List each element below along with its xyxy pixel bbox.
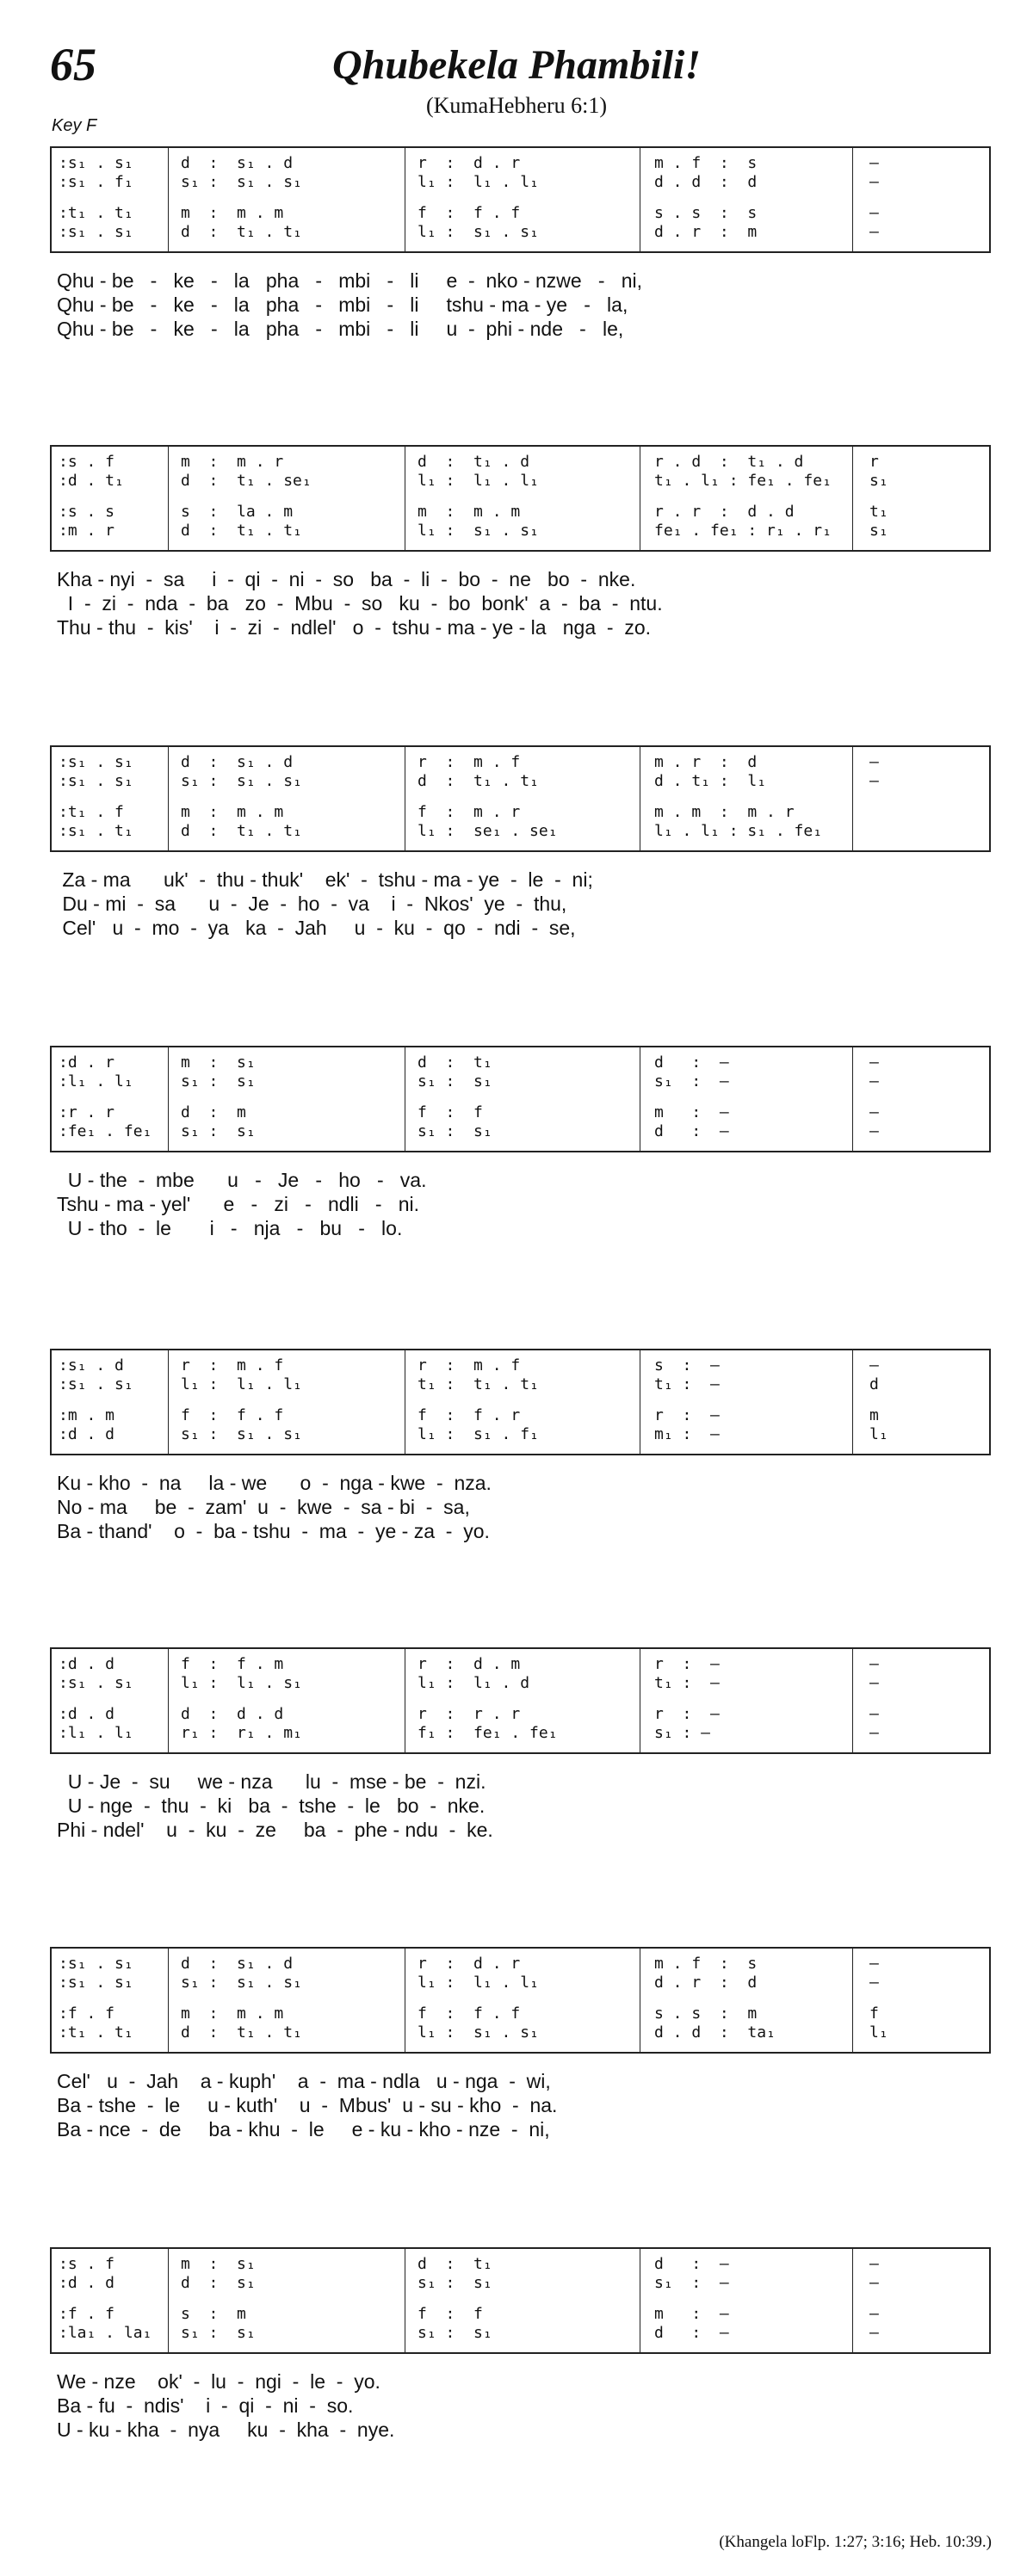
solfa-notes: d : t₁ . t₁: [181, 522, 302, 540]
solfa-notes: —: [869, 1053, 879, 1072]
lyric-verse-1: Cel' u - Jah a - kuph' a - ma - ndla u - nga - wi,: [57, 2070, 551, 2092]
solfa-notes: :fe₁ . fe₁: [59, 1122, 152, 1140]
solfa-notes: d . t₁ : l₁: [654, 772, 767, 790]
solfa-notes: d : s₁: [181, 2274, 256, 2292]
solfa-notes: d : —: [654, 1122, 729, 1140]
solfa-notes: r : m . f: [181, 1356, 284, 1374]
solfa-notes: :d . r: [59, 1053, 115, 1072]
solfa-notes: r : —: [654, 1705, 720, 1723]
bar-line: [852, 1649, 853, 1752]
lyric-verse-2: Du - mi - sa u - Je - ho - va i - Nkos' ye - thu,: [57, 893, 567, 915]
solfa-notes: :s₁ . s₁: [59, 753, 133, 771]
solfa-notes: d: [869, 1375, 879, 1393]
solfa-notes: m . f : s: [654, 154, 758, 172]
solfa-notes: r : —: [654, 1406, 720, 1424]
solfa-notes: m: [869, 1406, 879, 1424]
solfa-notes: l₁ : s₁ . s₁: [418, 2023, 539, 2042]
solfa-notes: :s . s: [59, 503, 115, 521]
solfa-notes: :m . r: [59, 522, 115, 540]
solfa-notes: d : s₁ . d: [181, 154, 294, 172]
solfa-notes: l₁ : s₁ . s₁: [418, 522, 539, 540]
solfa-notes: f : m . r: [418, 803, 521, 821]
bar-line: [852, 148, 853, 251]
solfa-notes: l₁ . l₁ : s₁ . fe₁: [654, 822, 823, 840]
solfa-notes: d : t₁: [418, 1053, 492, 1072]
solfa-notes: m : m . m: [418, 503, 521, 521]
solfa-notes: d : d . d: [181, 1705, 284, 1723]
solfa-notes: d : s₁ . d: [181, 753, 294, 771]
solfa-notes: d : t₁: [418, 2255, 492, 2273]
lyric-verse-2: Tshu - ma - yel' e - zi - ndli - ni.: [57, 1193, 420, 1215]
solfa-notes: :s₁ . s₁: [59, 1674, 133, 1692]
solfa-notes: s₁ : s₁: [181, 1122, 256, 1140]
bar-line: [852, 1350, 853, 1454]
solfa-notes: d . r : d: [654, 1974, 758, 1992]
solfa-notes: —: [869, 1103, 879, 1121]
solfa-notes: s₁ : s₁ . s₁: [181, 1974, 302, 1992]
solfa-notes: m . m : m . r: [654, 803, 795, 821]
solfa-notes: —: [869, 753, 879, 771]
solfa-notes: s₁ : s₁: [181, 1072, 256, 1090]
lyric-verse-2: Qhu - be - ke - la pha - mbi - li tshu - ma - ye - la,: [57, 293, 628, 316]
hymn-title: Qhubekela Phambili!: [331, 42, 702, 88]
solfa-notes: —: [869, 1705, 879, 1723]
solfa-notes: r₁ : r₁ . m₁: [181, 1724, 302, 1742]
solfa-notes: :s₁ . s₁: [59, 1974, 133, 1992]
solfa-notes: l₁ : l₁ . l₁: [418, 1974, 539, 1992]
solfa-notes: —: [869, 173, 879, 191]
solfa-notes: r : —: [654, 1655, 720, 1673]
lyric-verse-1: We - nze ok' - lu - ngi - le - yo.: [57, 2370, 380, 2393]
bar-line: [852, 447, 853, 550]
lyric-verse-3: Phi - ndel' u - ku - ze ba - phe - ndu - ke.: [57, 1819, 493, 1841]
solfa-notes: :d . t₁: [59, 472, 124, 490]
solfa-notes: d : —: [654, 1053, 729, 1072]
solfa-notes: s : m: [181, 2305, 246, 2323]
solfa-notes: —: [869, 1724, 879, 1742]
solfa-notes: d : t₁ . t₁: [418, 772, 539, 790]
lyric-verse-3: U - tho - le i - nja - bu - lo.: [57, 1217, 403, 1239]
solfa-notes: r : r . r: [418, 1705, 521, 1723]
solfa-staff: [50, 146, 991, 253]
solfa-notes: l₁ : s₁ . s₁: [418, 223, 539, 241]
solfa-notes: r . d : t₁ . d: [654, 453, 804, 471]
solfa-notes: s₁ : s₁: [181, 2324, 256, 2342]
solfa-notes: r : d . r: [418, 154, 521, 172]
solfa-notes: :s . f: [59, 453, 115, 471]
solfa-staff: [50, 1647, 991, 1754]
solfa-notes: :t₁ . t₁: [59, 204, 133, 222]
solfa-notes: fe₁ . fe₁ : r₁ . r₁: [654, 522, 832, 540]
solfa-notes: :la₁ . la₁: [59, 2324, 152, 2342]
key-signature: Key F: [52, 116, 97, 135]
solfa-notes: m : —: [654, 2305, 729, 2323]
solfa-notes: s₁ : s₁: [418, 2274, 492, 2292]
solfa-notes: t₁ . l₁ : fe₁ . fe₁: [654, 472, 832, 490]
bar-line: [168, 1949, 169, 2052]
lyric-verse-1: Kha - nyi - sa i - qi - ni - so ba - li - bo - ne bo - nke.: [57, 568, 636, 590]
bar-line: [852, 1949, 853, 2052]
solfa-notes: d : t₁ . t₁: [181, 223, 302, 241]
solfa-notes: :s₁ . s₁: [59, 223, 133, 241]
hymn-number: 65: [50, 39, 96, 90]
solfa-notes: :d . d: [59, 1655, 115, 1673]
solfa-notes: :t₁ . f: [59, 803, 124, 821]
solfa-notes: d . d : ta₁: [654, 2023, 776, 2042]
solfa-notes: :s₁ . s₁: [59, 1955, 133, 1973]
solfa-notes: r : m . f: [418, 1356, 521, 1374]
solfa-notes: s : —: [654, 1356, 720, 1374]
solfa-notes: l₁ : l₁ . l₁: [418, 173, 539, 191]
solfa-notes: f : f . r: [418, 1406, 521, 1424]
solfa-notes: f : f: [418, 2305, 483, 2323]
solfa-notes: —: [869, 1955, 879, 1973]
solfa-notes: s₁ : —: [654, 1724, 711, 1742]
solfa-notes: l₁ : l₁ . l₁: [181, 1375, 302, 1393]
lyric-verse-2: U - nge - thu - ki ba - tshe - le bo - nke.: [57, 1795, 486, 1817]
solfa-notes: t₁ : t₁ . t₁: [418, 1375, 539, 1393]
solfa-staff: [50, 2247, 991, 2354]
solfa-notes: d : —: [654, 2324, 729, 2342]
solfa-notes: :m . m: [59, 1406, 115, 1424]
solfa-staff: [50, 745, 991, 852]
solfa-notes: d . r : m: [654, 223, 758, 241]
lyric-verse-2: Ba - fu - ndis' i - qi - ni - so.: [57, 2394, 354, 2417]
solfa-notes: :d . d: [59, 2274, 115, 2292]
solfa-notes: l₁: [869, 1425, 888, 1443]
solfa-notes: m : m . m: [181, 204, 284, 222]
solfa-notes: —: [869, 154, 879, 172]
solfa-notes: l₁ : se₁ . se₁: [418, 822, 558, 840]
lyric-verse-1: Za - ma uk' - thu - thuk' ek' - tshu - ma - ye - le - ni;: [57, 868, 593, 891]
lyric-verse-3: Cel' u - mo - ya ka - Jah u - ku - qo - ndi - se,: [57, 917, 576, 939]
lyric-verse-3: Thu - thu - kis' i - zi - ndlel' o - tshu - ma - ye - la nga - zo.: [57, 616, 652, 639]
solfa-notes: —: [869, 2255, 879, 2273]
solfa-notes: l₁ : l₁ . s₁: [181, 1674, 302, 1692]
solfa-notes: s₁: [869, 472, 888, 490]
solfa-notes: s . s : m: [654, 2005, 758, 2023]
solfa-notes: r : d . r: [418, 1955, 521, 1973]
solfa-notes: f : f . f: [418, 2005, 521, 2023]
lyric-verse-2: I - zi - nda - ba zo - Mbu - so ku - bo bonk' a - ba - ntu.: [57, 592, 663, 615]
solfa-notes: t₁: [869, 503, 888, 521]
solfa-notes: s₁ : s₁: [418, 1122, 492, 1140]
scripture-reference: (KumaHebheru 6:1): [425, 93, 608, 118]
solfa-notes: r . r : d . d: [654, 503, 795, 521]
bar-line: [168, 747, 169, 850]
solfa-notes: :s₁ . s₁: [59, 154, 133, 172]
bar-line: [852, 2249, 853, 2352]
solfa-notes: s : la . m: [181, 503, 294, 521]
solfa-notes: —: [869, 2274, 879, 2292]
solfa-staff: [50, 445, 991, 552]
solfa-notes: m : s₁: [181, 2255, 256, 2273]
lyric-verse-2: Ba - tshe - le u - kuth' u - Mbus' u - su - kho - na.: [57, 2094, 558, 2116]
solfa-notes: f₁ : fe₁ . fe₁: [418, 1724, 558, 1742]
solfa-notes: f: [869, 2005, 879, 2023]
bar-line: [168, 148, 169, 251]
lyric-verse-3: Qhu - be - ke - la pha - mbi - li u - phi - nde - le,: [57, 318, 624, 340]
solfa-notes: m : m . m: [181, 2005, 284, 2023]
solfa-notes: —: [869, 204, 879, 222]
solfa-notes: m : —: [654, 1103, 729, 1121]
solfa-notes: r: [869, 453, 879, 471]
bar-line: [168, 447, 169, 550]
solfa-notes: d : s₁ . d: [181, 1955, 294, 1973]
solfa-notes: d : t₁ . t₁: [181, 822, 302, 840]
lyric-verse-2: No - ma be - zam' u - kwe - sa - bi - sa,: [57, 1496, 470, 1518]
solfa-notes: :s . f: [59, 2255, 115, 2273]
solfa-notes: f : f . m: [181, 1655, 284, 1673]
solfa-notes: s₁ : s₁ . s₁: [181, 1425, 302, 1443]
footnote-references: (Khangela loFlp. 1:27; 3:16; Heb. 10:39.): [719, 2533, 992, 2551]
solfa-notes: m₁ : —: [654, 1425, 720, 1443]
solfa-notes: r : m . f: [418, 753, 521, 771]
solfa-notes: f : f . f: [181, 1406, 284, 1424]
solfa-notes: d : t₁ . d: [418, 453, 530, 471]
solfa-notes: :s₁ . s₁: [59, 1375, 133, 1393]
bar-line: [168, 2249, 169, 2352]
solfa-notes: :l₁ . l₁: [59, 1724, 133, 1742]
solfa-notes: s₁ : s₁: [418, 1072, 492, 1090]
lyric-verse-1: U - the - mbe u - Je - ho - va.: [57, 1169, 427, 1191]
solfa-notes: l₁ : s₁ . f₁: [418, 1425, 539, 1443]
solfa-notes: m . r : d: [654, 753, 758, 771]
solfa-notes: s₁ : —: [654, 2274, 729, 2292]
solfa-notes: :r . r: [59, 1103, 115, 1121]
bar-line: [168, 1649, 169, 1752]
solfa-notes: s . s : s: [654, 204, 758, 222]
solfa-notes: d . d : d: [654, 173, 758, 191]
solfa-notes: —: [869, 1122, 879, 1140]
solfa-notes: m . f : s: [654, 1955, 758, 1973]
solfa-notes: —: [869, 772, 879, 790]
solfa-staff: [50, 1349, 991, 1455]
solfa-notes: —: [869, 2305, 879, 2323]
bar-line: [168, 1047, 169, 1151]
solfa-notes: m : s₁: [181, 1053, 256, 1072]
solfa-notes: l₁: [869, 2023, 888, 2042]
solfa-notes: t₁ : —: [654, 1375, 720, 1393]
solfa-staff: [50, 1046, 991, 1152]
solfa-notes: s₁ : s₁ . s₁: [181, 173, 302, 191]
solfa-notes: —: [869, 1356, 879, 1374]
solfa-notes: d : m: [181, 1103, 246, 1121]
lyric-verse-3: Ba - nce - de ba - khu - le e - ku - kho - nze - ni,: [57, 2118, 550, 2140]
lyric-verse-1: Qhu - be - ke - la pha - mbi - li e - nko - nzwe - ni,: [57, 269, 642, 292]
solfa-notes: d : t₁ . t₁: [181, 2023, 302, 2042]
solfa-notes: t₁ : —: [654, 1674, 720, 1692]
solfa-notes: f : f . f: [418, 204, 521, 222]
solfa-notes: :d . d: [59, 1705, 115, 1723]
solfa-notes: m : m . r: [181, 453, 284, 471]
solfa-notes: —: [869, 1655, 879, 1673]
solfa-notes: d : —: [654, 2255, 729, 2273]
solfa-notes: :f . f: [59, 2305, 115, 2323]
solfa-notes: :d . d: [59, 1425, 115, 1443]
solfa-notes: :f . f: [59, 2005, 115, 2023]
solfa-notes: —: [869, 223, 879, 241]
bar-line: [168, 1350, 169, 1454]
solfa-notes: —: [869, 1974, 879, 1992]
solfa-notes: l₁ : l₁ . l₁: [418, 472, 539, 490]
lyric-verse-3: Ba - thand' o - ba - tshu - ma - ye - za - yo.: [57, 1520, 490, 1542]
lyric-verse-1: Ku - kho - na la - we o - nga - kwe - nza.: [57, 1472, 492, 1494]
solfa-notes: :s₁ . d: [59, 1356, 124, 1374]
bar-line: [852, 1047, 853, 1151]
solfa-notes: :s₁ . t₁: [59, 822, 133, 840]
solfa-notes: d : t₁ . se₁: [181, 472, 312, 490]
solfa-notes: r : d . m: [418, 1655, 521, 1673]
solfa-notes: —: [869, 1674, 879, 1692]
solfa-notes: :t₁ . t₁: [59, 2023, 133, 2042]
solfa-staff: [50, 1947, 991, 2054]
solfa-notes: :s₁ . s₁: [59, 772, 133, 790]
solfa-notes: s₁ : —: [654, 1072, 729, 1090]
solfa-notes: f : f: [418, 1103, 483, 1121]
solfa-notes: —: [869, 1072, 879, 1090]
lyric-verse-3: U - ku - kha - nya ku - kha - nye.: [57, 2418, 395, 2441]
solfa-notes: l₁ : l₁ . d: [418, 1674, 530, 1692]
solfa-notes: :s₁ . f₁: [59, 173, 133, 191]
solfa-notes: —: [869, 2324, 879, 2342]
solfa-notes: s₁ : s₁: [418, 2324, 492, 2342]
solfa-notes: :l₁ . l₁: [59, 1072, 133, 1090]
lyric-verse-1: U - Je - su we - nza lu - mse - be - nzi.: [57, 1770, 486, 1793]
bar-line: [852, 747, 853, 850]
solfa-notes: s₁ : s₁ . s₁: [181, 772, 302, 790]
solfa-notes: s₁: [869, 522, 888, 540]
solfa-notes: m : m . m: [181, 803, 284, 821]
